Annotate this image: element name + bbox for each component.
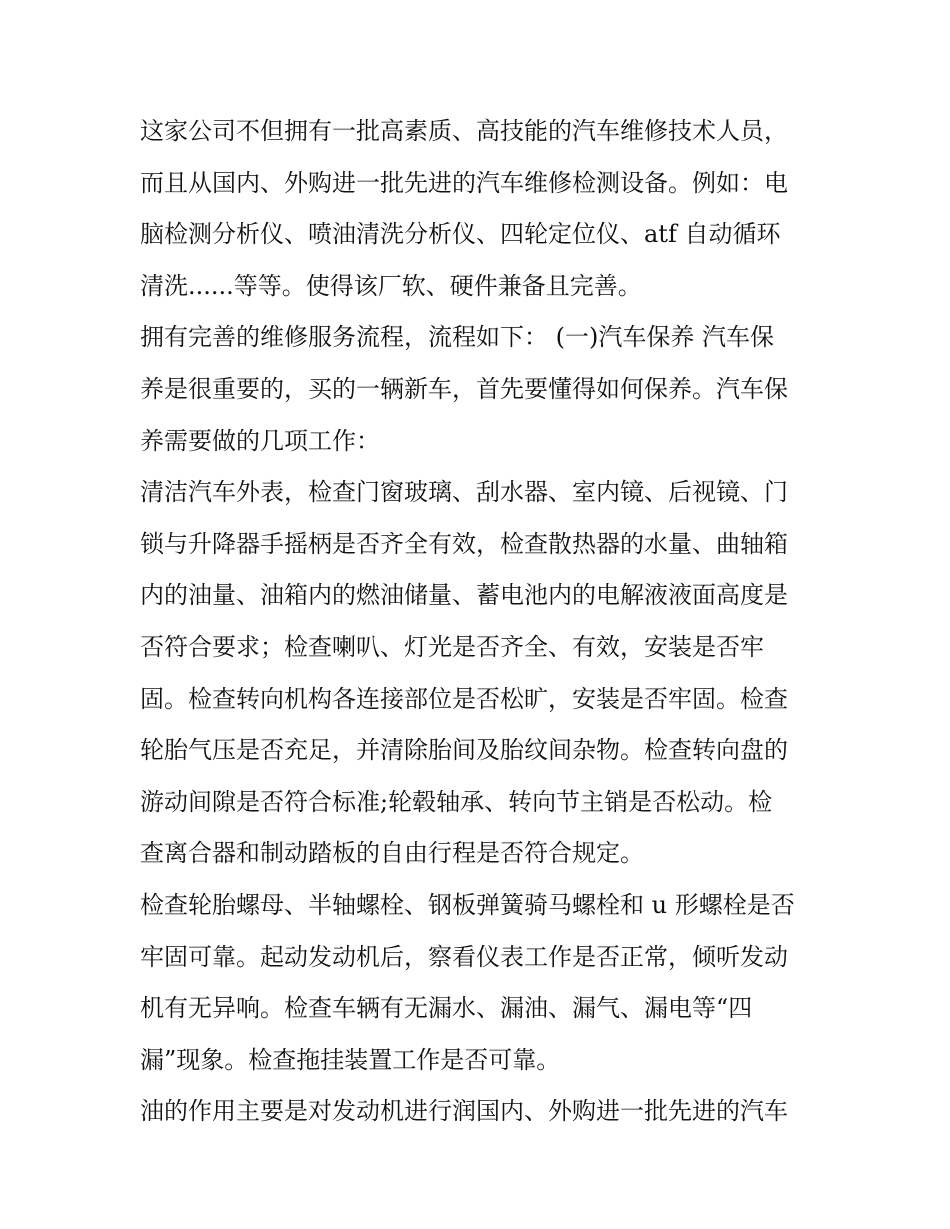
text-line: 锁与升降器手摇柄是否齐全有效，检查散热器的水量、曲轴箱 <box>140 529 788 558</box>
text-line: 脑检测分析仪、喷油清洗分析仪、四轮定位仪、atf 自动循环 <box>140 220 781 249</box>
text-line: 拥有完善的维修服务流程，流程如下： (一)汽车保养 汽车保 <box>140 323 774 352</box>
paragraph-bolt-check <box>140 880 820 1086</box>
text-line: 清洁汽车外表，检查门窗玻璃、刮水器、室内镜、后视镜、门 <box>140 478 788 507</box>
text-line: 养是很重要的，买的一辆新车，首先要懂得如何保养。汽车保 <box>140 374 788 403</box>
text-line: 油的作用主要是对发动机进行润国内、外购进一批先进的汽车 <box>140 1097 788 1126</box>
text-line: 内的油量、油箱内的燃油储量、蓄电池内的电解液液面高度是 <box>140 581 788 610</box>
text-line: 这家公司不但拥有一批高素质、高技能的汽车维修技术人员， <box>140 117 788 145</box>
text-line: 牢固可靠。起动发动机后，察看仪表工作是否正常，倾听发动 <box>140 942 788 971</box>
text-line: 否符合要求；检查喇叭、灯光是否齐全、有效，安装是否牢 <box>140 632 764 661</box>
paragraph-oil-function <box>140 1086 820 1138</box>
text-line: 漏”现象。检查拖挂装置工作是否可靠。 <box>140 1045 561 1074</box>
paragraph-inspection-list <box>140 467 820 880</box>
text-line: 而且从国内、外购进一批先进的汽车维修检测设备。例如：电 <box>140 168 788 197</box>
document-body <box>140 106 820 1138</box>
text-line: 机有无异响。检查车辆有无漏水、漏油、漏气、漏电等“四 <box>140 994 753 1023</box>
paragraph-service-process <box>140 312 820 467</box>
text-line: 养需要做的几项工作： <box>140 426 380 455</box>
text-line: 检查轮胎螺母、半轴螺栓、钢板弹簧骑马螺栓和 u 形螺栓是否 <box>140 890 795 919</box>
text-line: 固。检查转向机构各连接部位是否松旷，安装是否牢固。检查 <box>140 684 788 713</box>
text-line: 轮胎气压是否充足，并清除胎间及胎纹间杂物。检查转向盘的 <box>140 736 788 765</box>
text-line: 查离合器和制动踏板的自由行程是否符合规定。 <box>140 839 644 868</box>
paragraph-company-intro <box>140 106 820 312</box>
text-line: 清洗......等等。使得该厂软、硬件兼备且完善。 <box>140 271 642 300</box>
text-line: 游动间隙是否符合标准;轮毂轴承、转向节主销是否松动。检 <box>140 787 773 816</box>
